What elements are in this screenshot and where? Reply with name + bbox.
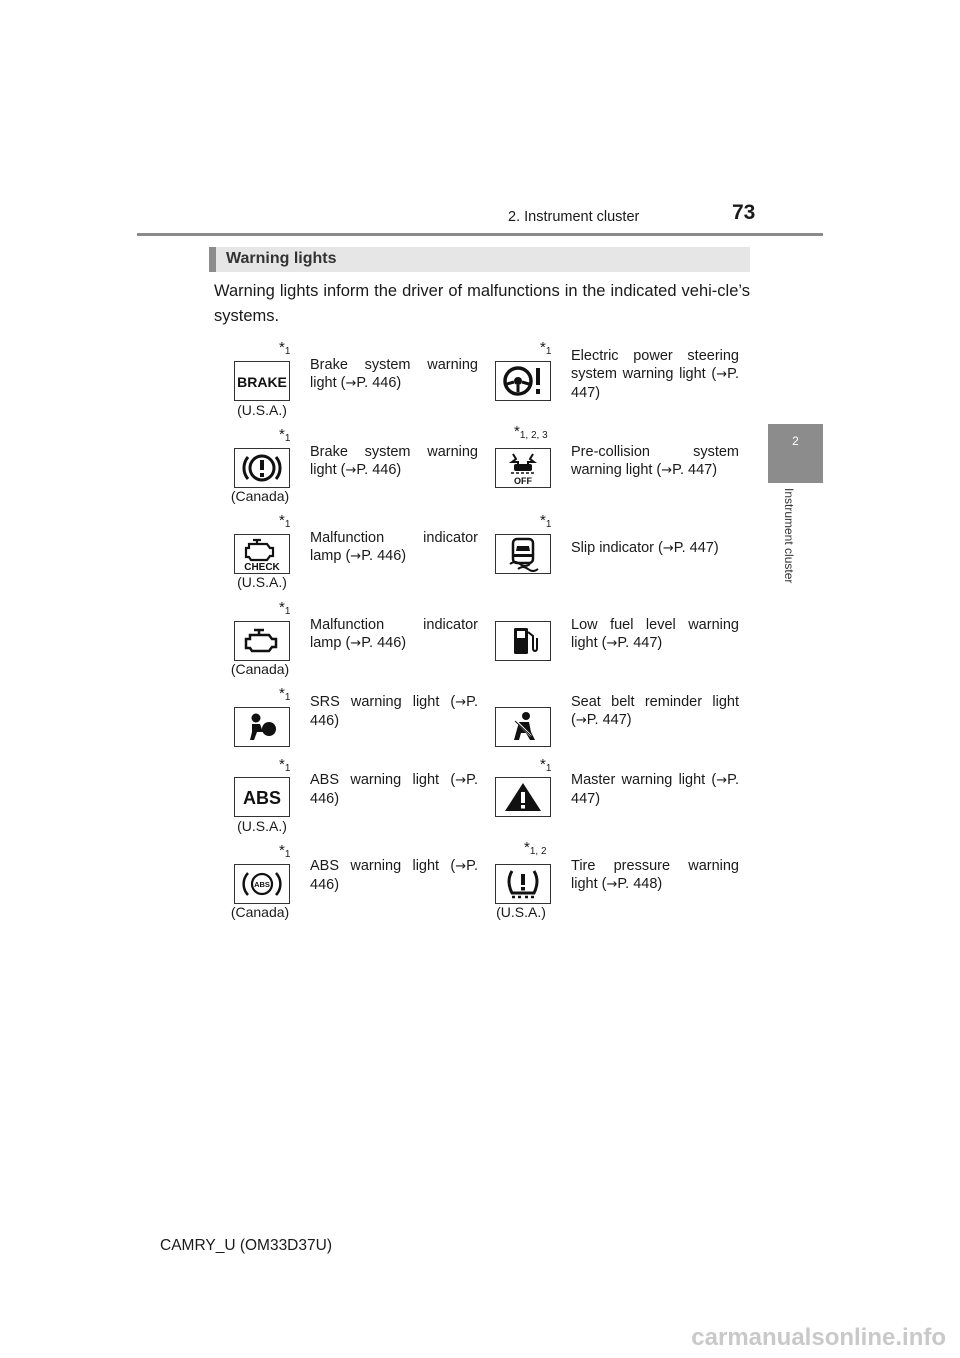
light-description: Slip indicator (→P. 447): [571, 540, 719, 556]
footnote-marker: $*_1$: [540, 339, 552, 357]
pre-collision-off-icon: [495, 448, 551, 488]
slip-indicator-icon: [495, 534, 551, 574]
footnote-marker: $*_1$: [279, 756, 291, 774]
footnote-marker: $*_{1, 2, 3}$: [514, 423, 548, 441]
light-description: Malfunction indicator lamp (→P. 446): [310, 530, 478, 564]
section-heading-bar: [209, 247, 750, 272]
footnote-marker: $*_{1, 2}$: [524, 839, 547, 857]
watermark: carmanualsonline.info: [691, 1324, 946, 1351]
footnote-marker: $*_1$: [279, 339, 291, 357]
light-description: Electric power steering system warning light (→P. 447): [571, 348, 739, 401]
power-steering-warning-icon: [495, 361, 551, 401]
light-description: Malfunction indicator lamp (→P. 446): [310, 617, 478, 651]
light-description: ABS warning light (→P. 446): [310, 858, 478, 893]
srs-airbag-icon: [234, 707, 290, 747]
abs-text-icon: [234, 777, 290, 817]
region-label: (U.S.A.): [496, 904, 546, 920]
footnote-marker: $*_1$: [279, 512, 291, 530]
light-description: Seat belt reminder light (→P. 447): [571, 694, 739, 728]
intro-paragraph: Warning lights inform the driver of malfunctions in the indicated vehi-cle’s systems.: [214, 282, 750, 325]
footnote-marker: $*_1$: [279, 599, 291, 617]
footnote-marker: $*_1$: [279, 842, 291, 860]
region-label: (Canada): [230, 904, 290, 920]
brake-icon-text: BRAKE: [237, 374, 287, 390]
footnote-marker: $*_1$: [279, 426, 291, 444]
running-header-section: 2. Instrument cluster: [508, 209, 640, 225]
engine-icon: [234, 621, 290, 661]
page-number: 73: [732, 201, 756, 224]
abs-small-icon-text: ABS: [254, 880, 270, 889]
section-title: Warning lights: [226, 250, 337, 267]
chapter-tab-number: 2: [792, 434, 799, 448]
light-description: Pre-collision system warning light (→P. 447): [571, 444, 739, 478]
region-label: (Canada): [230, 661, 290, 677]
region-label: (U.S.A.): [237, 402, 287, 418]
tire-pressure-icon: [495, 864, 551, 904]
chapter-tab-label: Instrument cluster: [782, 488, 796, 584]
header-divider: [137, 233, 823, 236]
check-icon-text: CHECK: [244, 562, 280, 572]
region-label: (U.S.A.): [237, 818, 287, 834]
light-description: Low fuel level warning light (→P. 447): [571, 617, 739, 651]
footnote-marker: $*_1$: [279, 685, 291, 703]
light-description: Tire pressure warning light (→P. 448): [571, 858, 739, 892]
light-description: SRS warning light (→P. 446): [310, 694, 478, 729]
region-label: (U.S.A.): [237, 574, 287, 590]
chapter-tab: [768, 424, 823, 483]
light-description: Brake system warning light (→P. 446): [310, 444, 478, 478]
engine-check-icon: [234, 534, 290, 574]
light-description: Master warning light (→P. 447): [571, 772, 739, 807]
region-label: (Canada): [230, 488, 290, 504]
master-warning-triangle-icon: [495, 777, 551, 817]
abs-icon-text: ABS: [242, 788, 282, 808]
footnote-marker: $*_1$: [540, 756, 552, 774]
light-description: Brake system warning light (→P. 446): [310, 357, 478, 391]
light-description: ABS warning light (→P. 446): [310, 772, 478, 807]
seat-belt-icon: [495, 707, 551, 747]
fuel-pump-icon: [495, 621, 551, 661]
off-icon-text: OFF: [514, 476, 532, 486]
brake-circle-exclamation-icon: [234, 448, 290, 488]
footnote-marker: $*_1$: [540, 512, 552, 530]
brake-text-icon: [234, 361, 290, 401]
abs-circle-icon: [234, 864, 290, 904]
footer-manual-code: CAMRY_U (OM33D37U): [160, 1237, 332, 1254]
